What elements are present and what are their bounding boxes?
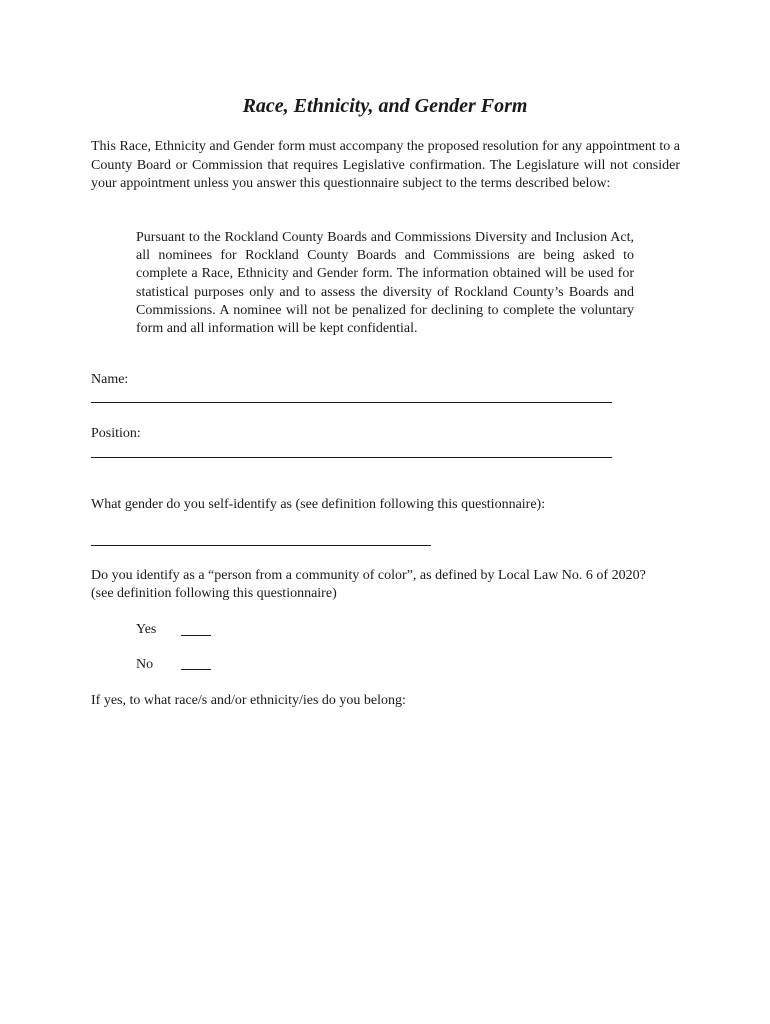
position-label: Position: <box>91 426 141 441</box>
name-label: Name: <box>91 372 129 387</box>
no-label: No <box>136 657 154 672</box>
gender-question: What gender do you self-identify as (see definition following this questionnaire): <box>91 497 546 512</box>
intro-paragraph: This Race, Ethnicity and Gender form must accompany the proposed resolution for any appointment to a County Board or Commission that requires Legislative confirmation. The Legislature will not consider your appointment unless you answer this questionnaire subject to the terms described below: <box>91 139 680 191</box>
name-field-line[interactable] <box>91 402 612 403</box>
position-field-line[interactable] <box>91 457 612 458</box>
form-title: Race, Ethnicity, and Gender Form <box>242 95 528 117</box>
race-question: If yes, to what race/s and/or ethnicity/ies do you belong: <box>91 693 406 708</box>
legal-notice-paragraph: Pursuant to the Rockland County Boards and Commissions Diversity and Inclusion Act, all nominees for Rockland County Boards and Commissions are being asked to complete a Race, Ethnicity and Gender form. The information obtained will be used for statistical purposes only and to assess the diversity of Rockland County’s Boards and Commissions. A nominee will not be penalized for declining to complete the voluntary form and all information will be kept confidential. <box>136 230 634 337</box>
color-question-line1: Do you identify as a “person from a community of color”, as defined by Local Law No. 6 of 2020? <box>91 568 646 583</box>
yes-label: Yes <box>136 622 157 637</box>
no-blank[interactable] <box>181 669 211 670</box>
yes-blank[interactable] <box>181 635 211 636</box>
gender-field-line[interactable] <box>91 545 431 546</box>
color-question-line2: (see definition following this questionnaire) <box>91 586 337 601</box>
